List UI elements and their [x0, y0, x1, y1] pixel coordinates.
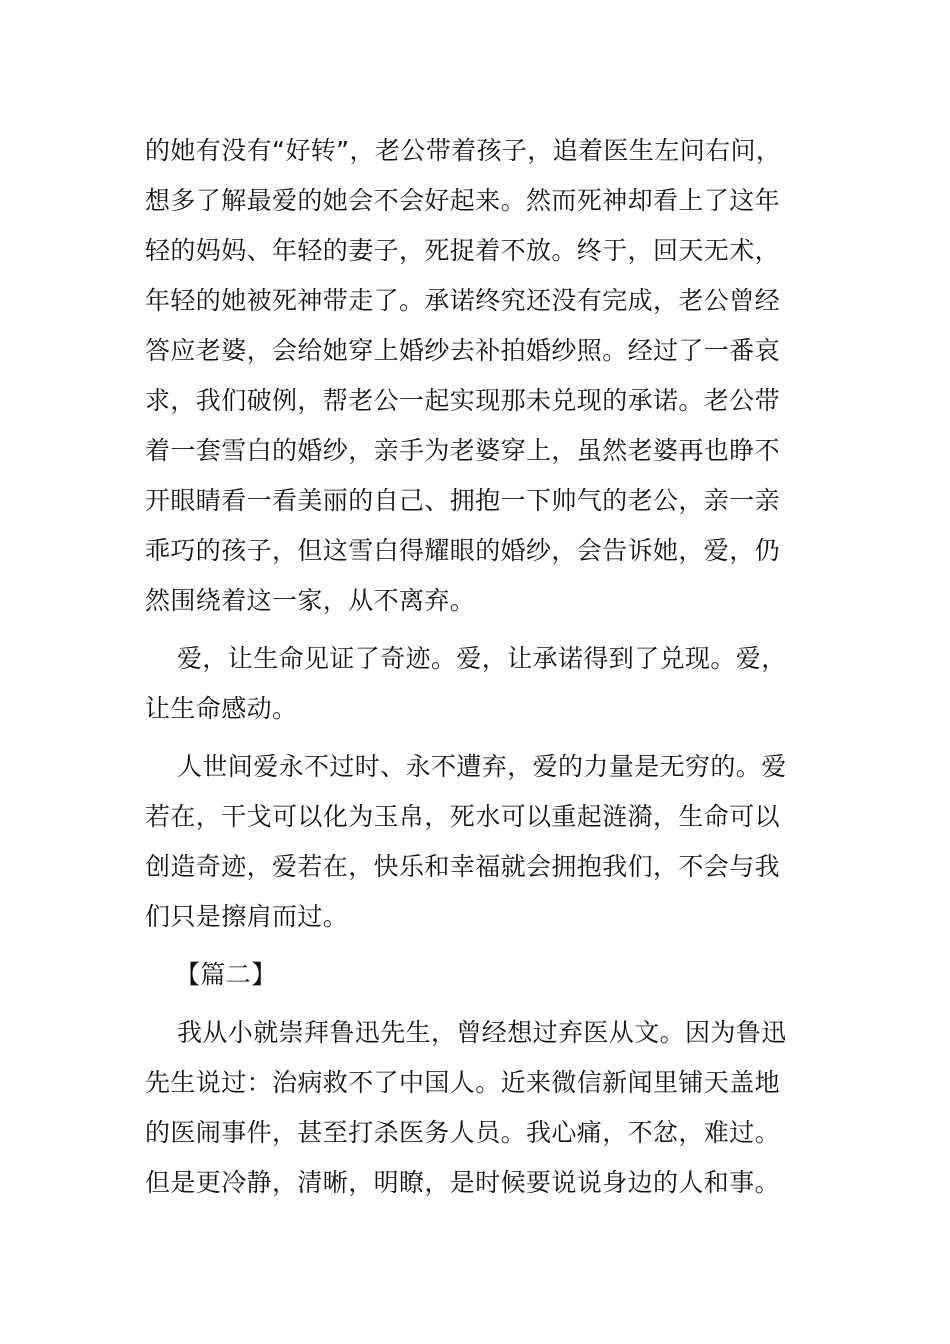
- text-line: 们只是擦肩而过。: [145, 902, 349, 931]
- paragraph-love-miracle: [145, 634, 805, 734]
- text-line: 爱，让生命见证了奇迹。爱，让承诺得到了兑现。爱，: [177, 644, 787, 673]
- text-line: 若在，干戈可以化为玉帛，死水可以重起涟漪，生命可以: [145, 802, 781, 831]
- text-line: 的医闹事件，甚至打杀医务人员。我心痛，不忿，难过。: [145, 1118, 781, 1147]
- text-line: 让生命感动。: [145, 694, 298, 723]
- text-line: 我从小就崇拜鲁迅先生，曾经想过弃医从文。因为鲁迅: [177, 1018, 787, 1047]
- text-line: 开眼睛看一看美丽的自己、拥抱一下帅气的老公，亲一亲: [145, 486, 781, 515]
- text-line: 想多了解最爱的她会不会好起来。然而死神却看上了这年: [145, 186, 781, 215]
- text-line: 求，我们破例，帮老公一起实现那未兑现的承诺。老公带: [145, 386, 781, 415]
- paragraph-lu-xun: [145, 1008, 805, 1208]
- text-line: 但是更冷静，清晰，明瞭，是时候要说说身边的人和事。: [145, 1168, 781, 1197]
- text-line: 答应老婆，会给她穿上婚纱去补拍婚纱照。经过了一番哀: [145, 336, 781, 365]
- document-body: [145, 126, 805, 1208]
- text-line: 的她有没有“好转”，老公带着孩子，追着医生左问右问，: [145, 136, 782, 165]
- text-line: 先生说过：治病救不了中国人。近来微信新闻里铺天盖地: [145, 1068, 781, 1097]
- text-line: 然围绕着这一家，从不离弃。: [145, 586, 476, 615]
- text-line: 人世间爱永不过时、永不遭弃，爱的力量是无穷的。爱: [177, 752, 787, 781]
- text-line: 乖巧的孩子，但这雪白得耀眼的婚纱，会告诉她，爱，仍: [145, 536, 781, 565]
- text-line: 着一套雪白的婚纱，亲手为老婆穿上，虽然老婆再也睁不: [145, 436, 781, 465]
- section-title: 【篇二】: [175, 960, 277, 989]
- text-line: 轻的妈妈、年轻的妻子，死捉着不放。终于，回天无术，: [145, 236, 781, 265]
- paragraph-wedding-story: [145, 126, 805, 626]
- text-line: 年轻的她被死神带走了。承诺终究还没有完成，老公曾经: [145, 286, 781, 315]
- paragraph-love-power: [145, 742, 805, 942]
- section-heading: [145, 950, 805, 1000]
- text-line: 创造奇迹，爱若在，快乐和幸福就会拥抱我们，不会与我: [145, 852, 781, 881]
